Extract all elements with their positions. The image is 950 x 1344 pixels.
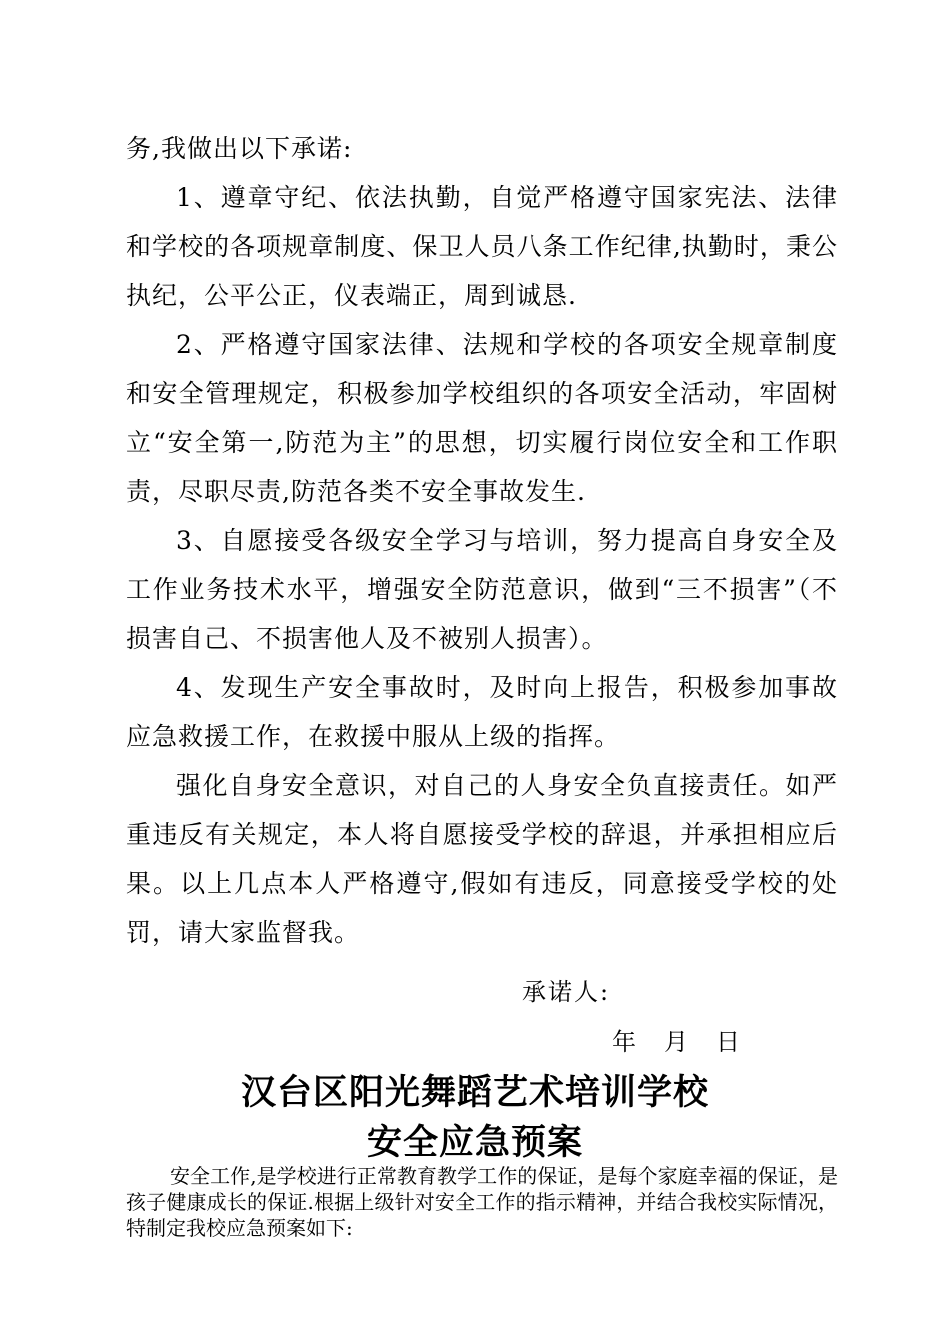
pledge-closing: 强化自身安全意识，对自己的人身安全负直接责任。如严重违反有关规定，本人将自愿接受学校的辞退，并承担相应后果。以上几点本人严格遵守,假如有违反，同意接受学校的处罚，请大家监督我。 [126, 771, 838, 947]
date-line [612, 1022, 740, 1062]
plan-title: 安全应急预案 [366, 1122, 583, 1163]
pledge-item-3: 3、自愿接受各级安全学习与培训，努力提高自身安全及工作业务技术水平，增强安全防范意识，做到“三不损害”（不损害自己、不损害他人及不被别人损害）。 [126, 526, 838, 653]
pledge-section [126, 124, 838, 957]
date-year: 年 [612, 1028, 636, 1056]
pledge-item-4: 4、发现生产安全事故时，及时向上报告，积极参加事故应急救援工作，在救援中服从上级的指挥。 [126, 673, 838, 751]
signer-label: 承诺人: [522, 978, 611, 1006]
pledge-opening: 务,我做出以下承诺: [126, 134, 353, 163]
plan-intro: 安全工作,是学校进行正常教育教学工作的保证，是每个家庭幸福的保证，是孩子健康成长的保证.根据上级针对安全工作的指示精神，并结合我校实际情况，特制定我校应急预案如下: [126, 1164, 838, 1240]
date-day: 日 [716, 1028, 740, 1056]
pledge-item-2: 2、严格遵守国家法律、法规和学校的各项安全规章制度和安全管理规定，积极参加学校组织的各项安全活动，牢固树立“安全第一,防范为主”的思想，切实履行岗位安全和工作职责，尽职尽责,防范各类不安全事故发生. [126, 330, 838, 506]
school-name-title: 汉台区阳光舞蹈艺术培训学校 [240, 1072, 709, 1113]
pledge-item-1: 1、遵章守纪、依法执勤，自觉严格遵守国家宪法、法律和学校的各项规章制度、保卫人员八条工作纪律,执勤时，秉公执纪，公平公正，仪表端正，周到诚恳. [126, 183, 838, 310]
date-month: 月 [664, 1028, 688, 1056]
